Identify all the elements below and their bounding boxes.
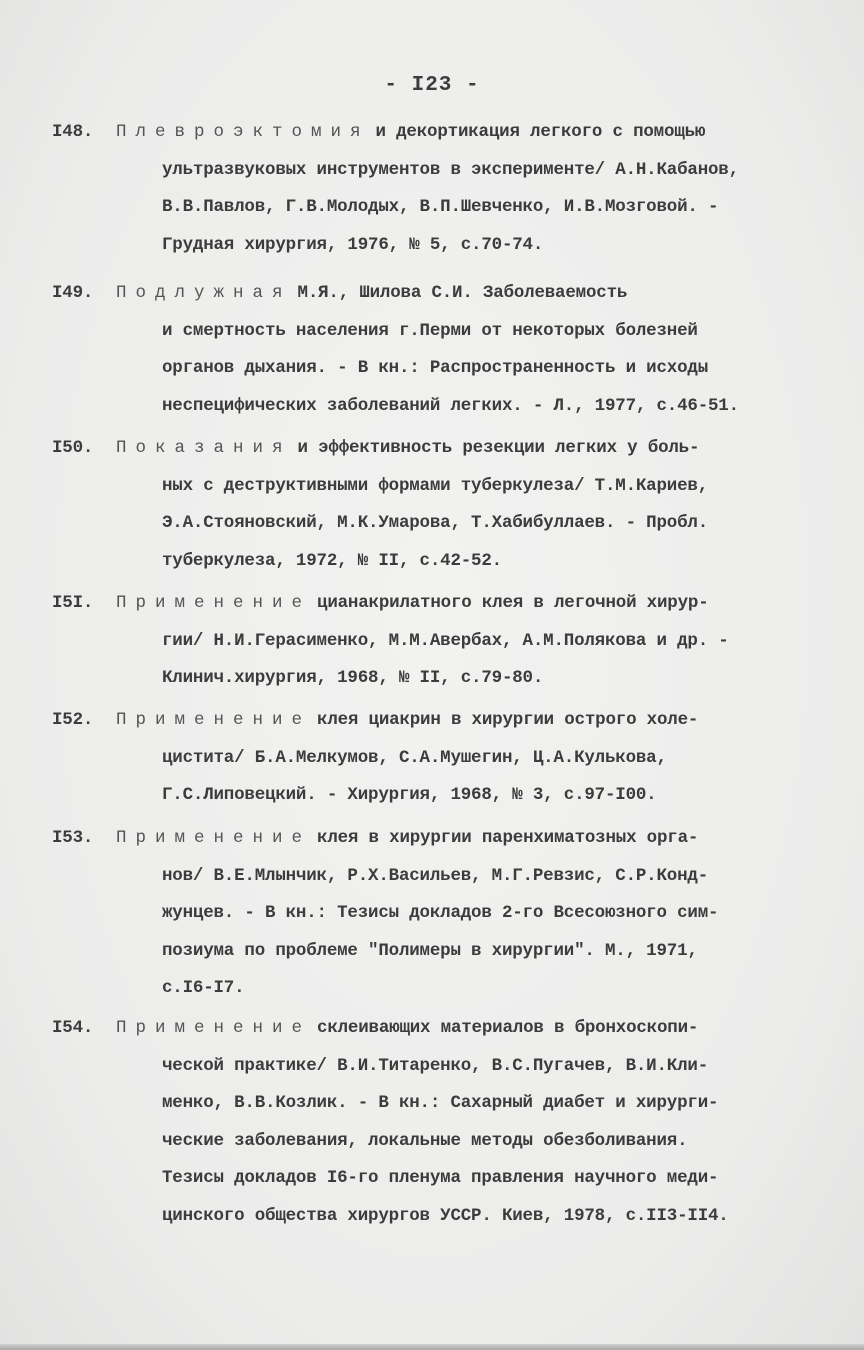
entry-first-text: клея циакрин в хирургии острого холе-	[317, 710, 699, 730]
entry-continuation-line: ческие заболевания, локальные методы обезболивания.	[162, 1130, 688, 1151]
entry-continuation-line: нов/ В.Е.Млынчик, Р.Х.Васильев, М.Г.Ревзис, С.Р.Конд-	[162, 865, 708, 886]
entry-spaced-heading: Применение	[116, 828, 312, 848]
entry-first-text: М.Я., Шилова С.И. Заболеваемость	[297, 283, 628, 303]
entry-first-text: клея в хирургии паренхиматозных орга-	[317, 828, 699, 848]
entry-number: I50.	[52, 438, 94, 458]
entry-continuation-line: В.В.Павлов, Г.В.Молодых, В.П.Шевченко, И.В.Мозговой. -	[162, 197, 719, 217]
entry-continuation-line: туберкулеза, 1972, № II, с.42-52.	[162, 550, 502, 571]
entry-continuation-line: Грудная хирургия, 1976, № 5, с.70-74.	[162, 234, 544, 255]
entry-continuation-line: неспецифических заболеваний легких. - Л., 1977, с.46-51.	[162, 395, 739, 416]
entry-continuation-line: Тезисы докладов I6-го пленума правления научного меди-	[162, 1168, 719, 1188]
entry-continuation-line: жунцев. - В кн.: Тезисы докладов 2-го Всесоюзного сим-	[162, 903, 719, 923]
entry-number: I54.	[52, 1018, 94, 1038]
bibliography-entry	[52, 275, 832, 425]
entry-first-text: и декортикация легкого с помощью	[375, 122, 706, 142]
entry-continuation-line: ческой практике/ В.И.Титаренко, В.С.Пугачев, В.И.Кли-	[162, 1055, 708, 1076]
entry-spaced-heading: Применение	[116, 593, 312, 613]
entry-first-line	[52, 114, 832, 152]
entry-spaced-heading: Подлужная	[116, 283, 292, 303]
page-number: - I23 -	[384, 74, 480, 97]
entry-first-line	[52, 585, 832, 623]
bibliography-entry	[52, 820, 832, 1008]
entry-continuation-line: цистита/ Б.А.Мелкумов, С.А.Мушегин, Ц.А.Кулькова,	[162, 747, 667, 768]
entry-spaced-heading: Показания	[116, 438, 292, 458]
entry-spaced-heading: Применение	[116, 1018, 312, 1038]
page-bottom-edge	[0, 1344, 864, 1350]
entry-continuation-line: менко, В.В.Козлик. - В кн.: Сахарный диабет и хирурги-	[162, 1093, 719, 1113]
entry-continuation-line: Г.С.Липовецкий. - Хирургия, 1968, № 3, с.97-I00.	[162, 785, 657, 805]
bibliography-entry	[52, 702, 832, 815]
entry-continuation-line: гии/ Н.И.Герасименко, М.М.Авербах, А.М.Полякова и др. -	[162, 630, 729, 651]
entry-continuation-line: органов дыхания. - В кн.: Распространенность и исходы	[162, 358, 708, 378]
bibliography-entry	[52, 114, 832, 264]
entry-spaced-heading: Применение	[116, 710, 312, 730]
entry-first-line	[52, 820, 832, 858]
entry-continuation-line: Клинич.хирургия, 1968, № II, с.79-80.	[162, 668, 544, 688]
entry-number: I53.	[52, 828, 94, 848]
entry-first-text: склеивающих материалов в бронхоскопи-	[317, 1018, 699, 1038]
entry-continuation-line: цинского общества хирургов УССР. Киев, 1978, с.II3-II4.	[162, 1205, 729, 1226]
entry-first-line	[52, 1010, 832, 1048]
entry-continuation-line: позиума по проблеме "Полимеры в хирургии". М., 1971,	[162, 940, 698, 961]
bibliography-entry	[52, 430, 832, 580]
entry-first-line	[52, 702, 832, 740]
entry-continuation-line: ультразвуковых инструментов в эксперименте/ А.Н.Кабанов,	[162, 159, 739, 180]
entry-first-line	[52, 430, 832, 468]
bibliography-entry	[52, 1010, 832, 1235]
entry-continuation-line: ных с деструктивными формами туберкулеза/ Т.М.Кариев,	[162, 475, 708, 496]
entry-continuation-line: с.I6-I7.	[162, 978, 245, 998]
entry-number: I5I.	[52, 593, 94, 613]
entry-spaced-heading: Плевроэктомия	[116, 122, 370, 142]
entry-number: I49.	[52, 283, 94, 303]
entry-continuation-line: Э.А.Стояновский, М.К.Умарова, Т.Хабибуллаев. - Пробл.	[162, 513, 708, 533]
entry-continuation-line: и смертность населения г.Перми от некоторых болезней	[162, 320, 698, 341]
bibliography-entry	[52, 585, 832, 698]
entry-number: I52.	[52, 710, 94, 730]
entry-first-line	[52, 275, 832, 313]
entry-first-text: цианакрилатного клея в легочной хирур-	[317, 593, 709, 613]
entry-number: I48.	[52, 122, 94, 142]
entry-first-text: и эффективность резекции легких у боль-	[297, 438, 700, 458]
